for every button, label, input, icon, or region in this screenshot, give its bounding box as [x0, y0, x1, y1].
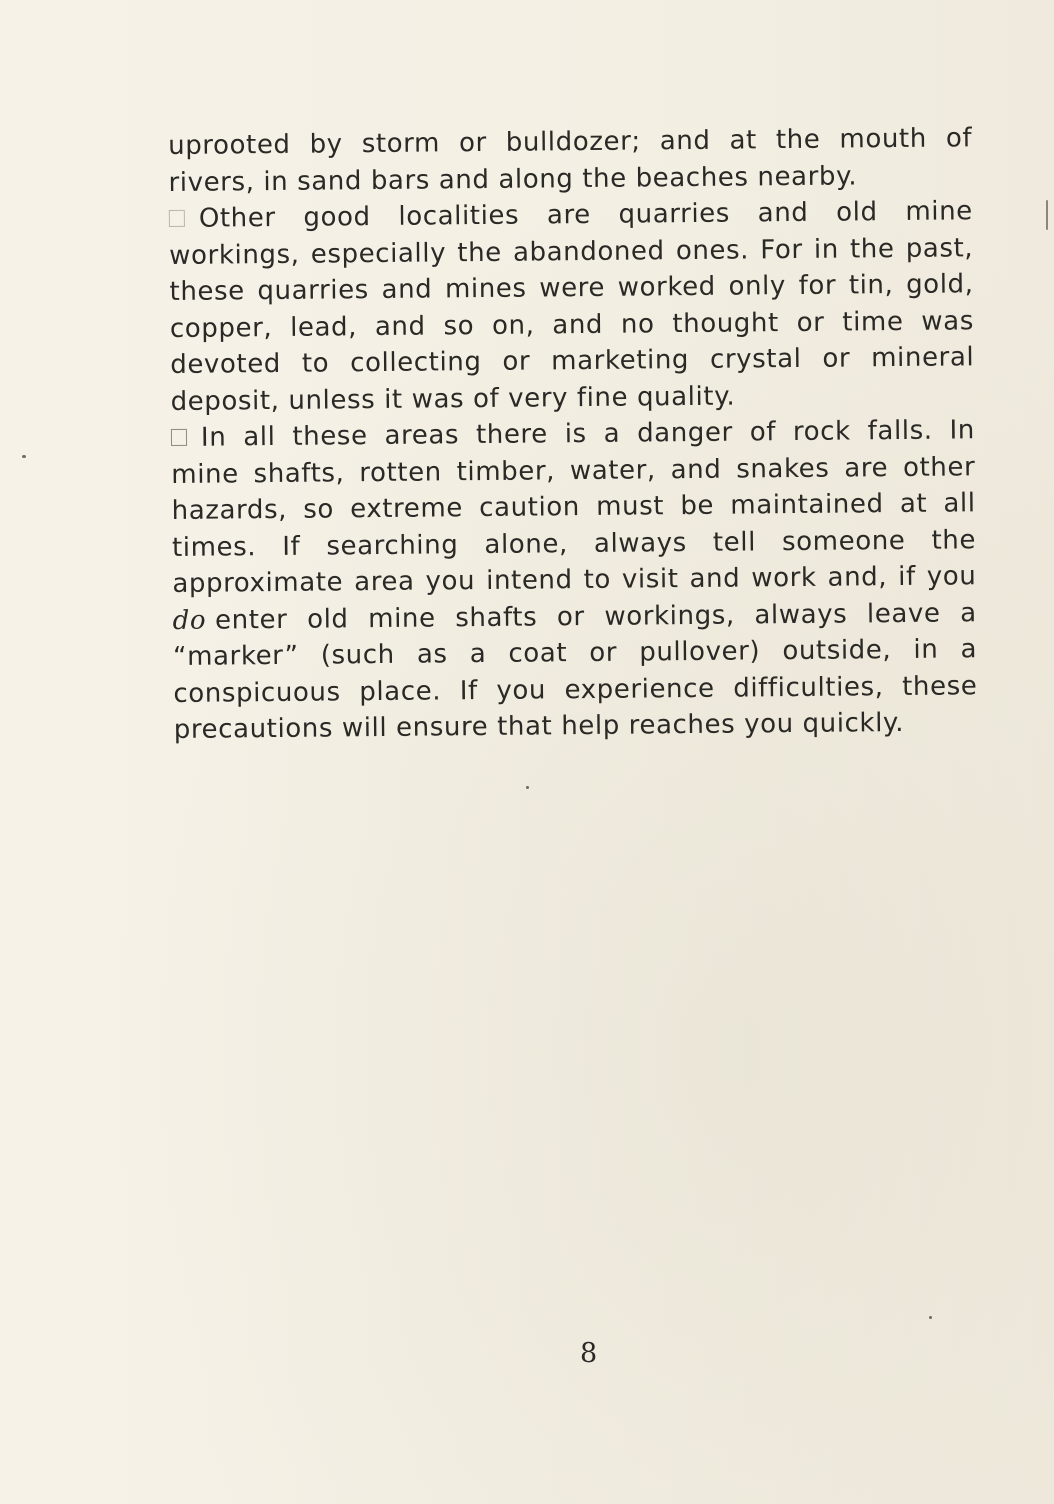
text-line: precautions will ensure that help reaches you quickly. — [173, 707, 905, 745]
text-line: “marker” (such as a coat or pullover) outside, in a — [172, 634, 978, 672]
square-bullet-icon — [171, 429, 187, 446]
italic-word: do — [172, 605, 207, 636]
text-line: mine shafts, rotten timber, water, and snakes are other — [171, 451, 976, 490]
text-line: deposit, unless it was of very fine quality. — [170, 381, 736, 417]
paper-speck — [929, 1316, 932, 1319]
square-bullet-icon — [169, 210, 185, 227]
text-line: rivers, in sand bars and along the beaches nearby. — [168, 160, 858, 198]
text-line: copper, lead, and so on, and no thought or time was — [169, 305, 975, 344]
text-line: devoted to collecting or marketing crystal or mineral — [170, 342, 975, 380]
text-line: uprooted by storm or bulldozer; and at the mouth of — [168, 123, 973, 161]
text-line: approximate area you intend to visit and work and, if you — [172, 561, 977, 599]
text-line: enter old mine shafts or workings, always leave a — [214, 597, 977, 636]
paper-speck — [1046, 200, 1048, 230]
text-line: In all these areas there is a danger of rock falls. In — [200, 415, 976, 453]
text-line: hazards, so extreme caution must be maintained at all — [171, 488, 976, 526]
page-number: 8 — [580, 1338, 598, 1369]
text-line: workings, especially the abandoned ones. For in the past, — [169, 232, 974, 271]
body-text — [168, 120, 978, 748]
text-line: conspicuous place. If you experience difficulties, these — [173, 670, 978, 709]
text-line: these quarries and mines were worked only for tin, gold, — [169, 269, 974, 307]
paper-speck — [22, 455, 26, 458]
text-line: times. If searching alone, always tell someone the — [171, 524, 977, 563]
text-line: Other good localities are quarries and old mine — [198, 196, 973, 234]
paper-speck — [526, 786, 529, 789]
